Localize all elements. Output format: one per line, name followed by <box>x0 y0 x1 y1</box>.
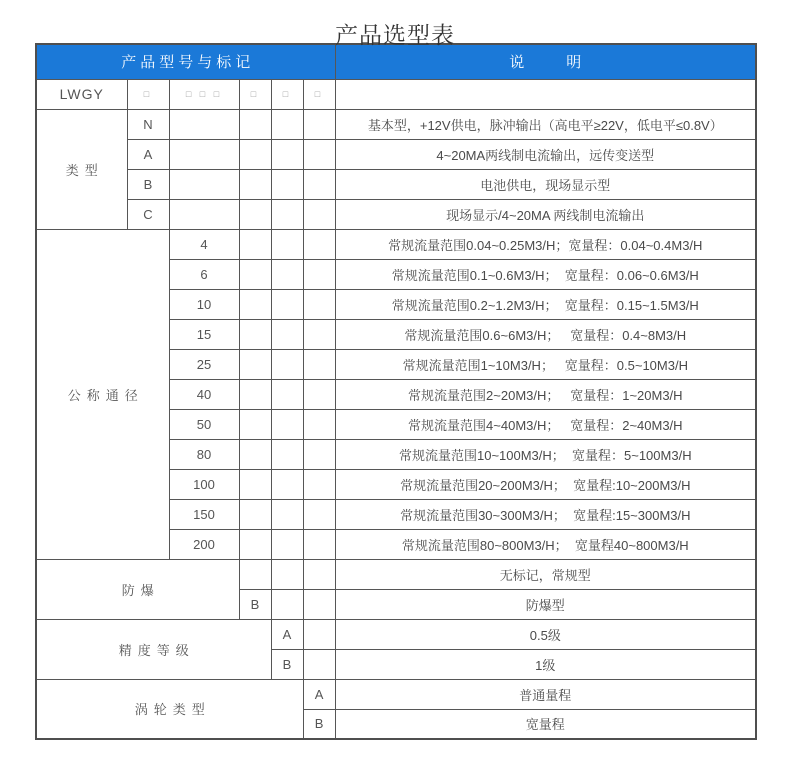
table-row <box>36 229 756 259</box>
empty-cell <box>303 619 335 649</box>
group-label-turbine-type: 涡轮类型 <box>36 679 303 739</box>
diameter-mark: 150 <box>169 499 239 529</box>
empty-cell <box>271 109 303 139</box>
empty-cell <box>271 319 303 349</box>
group-label-explosion-proof: 防爆 <box>36 559 239 619</box>
diameter-mark: 200 <box>169 529 239 559</box>
empty-cell <box>239 169 271 199</box>
empty-cell <box>239 469 271 499</box>
empty-cell <box>239 109 271 139</box>
placeholder-boxes: □ □ □ <box>169 79 239 109</box>
turbine-description: 宽量程 <box>335 709 756 739</box>
empty-cell <box>303 109 335 139</box>
turbine-mark: A <box>303 679 335 709</box>
empty-cell <box>239 319 271 349</box>
empty-cell <box>303 469 335 499</box>
empty-cell <box>271 499 303 529</box>
empty-cell <box>239 499 271 529</box>
empty-cell <box>303 319 335 349</box>
empty-cell <box>169 199 239 229</box>
type-mark: C <box>127 199 169 229</box>
product-selection-table <box>35 43 757 740</box>
empty-cell <box>303 649 335 679</box>
empty-cell <box>239 229 271 259</box>
table-row <box>36 559 756 589</box>
empty-cell <box>271 259 303 289</box>
empty-cell <box>239 289 271 319</box>
empty-cell <box>169 139 239 169</box>
empty-cell <box>271 139 303 169</box>
diameter-mark: 10 <box>169 289 239 319</box>
empty-description-cell <box>335 79 756 109</box>
diameter-mark: 80 <box>169 439 239 469</box>
type-description: 现场显示/4~20MA 两线制电流输出 <box>335 199 756 229</box>
explosion-description: 防爆型 <box>335 589 756 619</box>
accuracy-mark: B <box>271 649 303 679</box>
empty-cell <box>271 409 303 439</box>
type-description: 4~20MA两线制电流输出，远传变送型 <box>335 139 756 169</box>
empty-cell <box>303 529 335 559</box>
accuracy-mark: A <box>271 619 303 649</box>
diameter-description: 常规流量范围10~100M3/H； 宽量程：5~100M3/H <box>335 439 756 469</box>
placeholder-box: □ <box>127 79 169 109</box>
placeholder-box: □ <box>239 79 271 109</box>
empty-cell <box>239 349 271 379</box>
group-label-diameter: 公称通径 <box>36 229 169 559</box>
diameter-mark: 15 <box>169 319 239 349</box>
empty-cell <box>303 139 335 169</box>
empty-cell <box>303 289 335 319</box>
empty-cell <box>169 169 239 199</box>
table-row <box>36 139 756 169</box>
type-mark: B <box>127 169 169 199</box>
empty-cell <box>271 469 303 499</box>
page-title: 产品选型表 <box>335 22 455 48</box>
turbine-description: 普通量程 <box>335 679 756 709</box>
empty-cell <box>239 409 271 439</box>
type-description: 基本型，+12V供电，脉冲输出（高电平≥22V，低电平≤0.8V） <box>335 109 756 139</box>
explosion-description: 无标记，常规型 <box>335 559 756 589</box>
type-mark: A <box>127 139 169 169</box>
empty-cell <box>239 529 271 559</box>
diameter-mark: 25 <box>169 349 239 379</box>
empty-cell <box>169 109 239 139</box>
header-model-and-marking: 产品型号与标记 <box>36 44 335 79</box>
diameter-description: 常规流量范围30~300M3/H； 宽量程:15~300M3/H <box>335 499 756 529</box>
empty-cell <box>303 499 335 529</box>
diameter-description: 常规流量范围20~200M3/H； 宽量程:10~200M3/H <box>335 469 756 499</box>
table-row <box>36 199 756 229</box>
explosion-mark <box>239 559 271 589</box>
diameter-description: 常规流量范围2~20M3/H； 宽量程：1~20M3/H <box>335 379 756 409</box>
empty-cell <box>271 589 303 619</box>
empty-cell <box>303 229 335 259</box>
empty-cell <box>271 199 303 229</box>
empty-cell <box>271 379 303 409</box>
diameter-mark: 4 <box>169 229 239 259</box>
table-row <box>36 109 756 139</box>
diameter-mark: 50 <box>169 409 239 439</box>
model-code-row <box>36 79 756 109</box>
diameter-mark: 6 <box>169 259 239 289</box>
empty-cell <box>271 529 303 559</box>
accuracy-description: 1级 <box>335 649 756 679</box>
type-description: 电池供电，现场显示型 <box>335 169 756 199</box>
placeholder-box: □ <box>303 79 335 109</box>
table-row <box>36 169 756 199</box>
empty-cell <box>239 259 271 289</box>
accuracy-description: 0.5级 <box>335 619 756 649</box>
diameter-description: 常规流量范围0.6~6M3/H； 宽量程：0.4~8M3/H <box>335 319 756 349</box>
empty-cell <box>303 559 335 589</box>
empty-cell <box>271 439 303 469</box>
diameter-mark: 100 <box>169 469 239 499</box>
empty-cell <box>303 169 335 199</box>
group-label-type: 类型 <box>36 109 127 229</box>
empty-cell <box>239 139 271 169</box>
diameter-mark: 40 <box>169 379 239 409</box>
turbine-mark: B <box>303 709 335 739</box>
empty-cell <box>303 409 335 439</box>
diameter-description: 常规流量范围0.04~0.25M3/H；宽量程：0.04~0.4M3/H <box>335 229 756 259</box>
table-row <box>36 679 756 709</box>
table-row <box>36 619 756 649</box>
empty-cell <box>303 379 335 409</box>
diameter-description: 常规流量范围0.2~1.2M3/H； 宽量程：0.15~1.5M3/H <box>335 289 756 319</box>
empty-cell <box>271 169 303 199</box>
model-code: LWGY <box>36 79 127 109</box>
empty-cell <box>303 259 335 289</box>
header-description: 说 明 <box>335 44 756 79</box>
empty-cell <box>303 439 335 469</box>
empty-cell <box>239 439 271 469</box>
group-label-accuracy: 精度等级 <box>36 619 271 679</box>
diameter-description: 常规流量范围4~40M3/H； 宽量程：2~40M3/H <box>335 409 756 439</box>
diameter-description: 常规流量范围0.1~0.6M3/H； 宽量程：0.06~0.6M3/H <box>335 259 756 289</box>
empty-cell <box>271 229 303 259</box>
diameter-description: 常规流量范围80~800M3/H； 宽量程40~800M3/H <box>335 529 756 559</box>
empty-cell <box>271 349 303 379</box>
empty-cell <box>271 559 303 589</box>
placeholder-box: □ <box>271 79 303 109</box>
empty-cell <box>303 349 335 379</box>
explosion-mark: B <box>239 589 271 619</box>
empty-cell <box>303 199 335 229</box>
type-mark: N <box>127 109 169 139</box>
empty-cell <box>303 589 335 619</box>
diameter-description: 常规流量范围1~10M3/H； 宽量程：0.5~10M3/H <box>335 349 756 379</box>
empty-cell <box>239 379 271 409</box>
empty-cell <box>239 199 271 229</box>
empty-cell <box>271 289 303 319</box>
